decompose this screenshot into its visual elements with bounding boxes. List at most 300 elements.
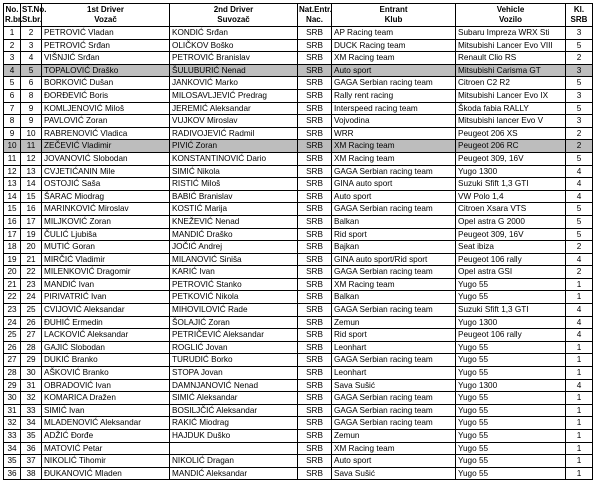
cell-no: 14 — [4, 190, 21, 203]
cell-class: 4 — [566, 304, 593, 317]
cell-entrant: DUCK Racing team — [332, 39, 456, 52]
cell-class: 3 — [566, 89, 593, 102]
cell-entrant: Leonhart — [332, 367, 456, 380]
table-row — [4, 165, 593, 178]
cell-class: 1 — [566, 354, 593, 367]
cell-entrant: GAGA Serbian racing team — [332, 304, 456, 317]
cell-first-driver: MANDIĆ Ivan — [42, 278, 170, 291]
cell-nationality: SRB — [298, 115, 332, 128]
cell-second-driver: HAJDUK Duško — [170, 430, 298, 443]
cell-class: 1 — [566, 455, 593, 468]
cell-first-driver: JOVANOVIĆ Slobodan — [42, 152, 170, 165]
cell-entrant: Balkan — [332, 291, 456, 304]
cell-vehicle: Peugeot 309, 16V — [456, 228, 566, 241]
cell-no: 32 — [4, 417, 21, 430]
cell-vehicle: Mitsubishi Carisma GT — [456, 64, 566, 77]
cell-vehicle: Yugo 55 — [456, 354, 566, 367]
cell-start-no: 12 — [21, 152, 42, 165]
cell-entrant: Rid sport — [332, 329, 456, 342]
cell-vehicle: Yugo 55 — [456, 392, 566, 405]
cell-second-driver: JOČIĆ Andrej — [170, 241, 298, 254]
cell-first-driver: TOPALOVIĆ Draško — [42, 64, 170, 77]
table-header-row — [4, 4, 593, 27]
cell-start-no: 34 — [21, 417, 42, 430]
cell-no: 10 — [4, 140, 21, 153]
cell-entrant: XM Racing team — [332, 278, 456, 291]
cell-nationality: SRB — [298, 152, 332, 165]
table-row — [4, 178, 593, 191]
cell-entrant: Zemun — [332, 316, 456, 329]
cell-no: 8 — [4, 115, 21, 128]
cell-no: 31 — [4, 404, 21, 417]
table-row — [4, 430, 593, 443]
cell-no: 26 — [4, 341, 21, 354]
cell-first-driver: ĐORĐEVIĆ Boris — [42, 89, 170, 102]
cell-class: 2 — [566, 266, 593, 279]
cell-vehicle: Citroen C2 R2 — [456, 77, 566, 90]
header-nationality: Nat.Entr. Nac. — [298, 4, 332, 27]
cell-entrant: GAGA Serbian racing team — [332, 77, 456, 90]
cell-class: 1 — [566, 467, 593, 480]
cell-nationality: SRB — [298, 64, 332, 77]
cell-first-driver: AŠKOVIĆ Branko — [42, 367, 170, 380]
cell-nationality: SRB — [298, 430, 332, 443]
cell-vehicle: Yugo 1300 — [456, 379, 566, 392]
table-row — [4, 241, 593, 254]
cell-class: 1 — [566, 404, 593, 417]
cell-first-driver: KOMARICA Dražen — [42, 392, 170, 405]
cell-class: 4 — [566, 329, 593, 342]
cell-no: 11 — [4, 152, 21, 165]
cell-first-driver: OSTOJIĆ Saša — [42, 178, 170, 191]
cell-entrant: Rid sport — [332, 228, 456, 241]
cell-vehicle: Yugo 55 — [456, 417, 566, 430]
cell-entrant: WRR — [332, 127, 456, 140]
cell-start-no: 4 — [21, 52, 42, 65]
cell-class: 1 — [566, 442, 593, 455]
cell-nationality: SRB — [298, 442, 332, 455]
cell-second-driver: RADIVOJEVIĆ Radmil — [170, 127, 298, 140]
cell-first-driver: OBRADOVIĆ Ivan — [42, 379, 170, 392]
cell-nationality: SRB — [298, 253, 332, 266]
cell-vehicle: Yugo 55 — [456, 291, 566, 304]
cell-second-driver: SIMIĆ Nikola — [170, 165, 298, 178]
cell-class: 5 — [566, 228, 593, 241]
table-row — [4, 215, 593, 228]
table-row — [4, 115, 593, 128]
cell-nationality: SRB — [298, 52, 332, 65]
header-first-driver: 1st Driver Vozač — [42, 4, 170, 27]
cell-entrant: Balkan — [332, 215, 456, 228]
cell-vehicle: Yugo 55 — [456, 341, 566, 354]
cell-second-driver: PETRIČEVIĆ Aleksandar — [170, 329, 298, 342]
cell-vehicle: Yugo 55 — [456, 404, 566, 417]
cell-nationality: SRB — [298, 102, 332, 115]
cell-nationality: SRB — [298, 341, 332, 354]
cell-nationality: SRB — [298, 278, 332, 291]
cell-first-driver: SIMIĆ Ivan — [42, 404, 170, 417]
cell-entrant: XM Racing team — [332, 442, 456, 455]
cell-second-driver: MANDIĆ Aleksandar — [170, 467, 298, 480]
cell-start-no: 30 — [21, 367, 42, 380]
cell-start-no: 5 — [21, 64, 42, 77]
cell-entrant: GAGA Serbian racing team — [332, 417, 456, 430]
cell-first-driver: LACKOVIĆ Aleksandar — [42, 329, 170, 342]
cell-nationality: SRB — [298, 379, 332, 392]
cell-vehicle: Yugo 55 — [456, 430, 566, 443]
cell-vehicle: Seat ibiza — [456, 241, 566, 254]
cell-no: 23 — [4, 304, 21, 317]
cell-entrant: Interspeed racing team — [332, 102, 456, 115]
cell-second-driver: RAKIĆ Miodrag — [170, 417, 298, 430]
cell-class: 5 — [566, 102, 593, 115]
cell-start-no: 9 — [21, 102, 42, 115]
cell-nationality: SRB — [298, 304, 332, 317]
cell-vehicle: Suzuki Sfift 1,3 GTI — [456, 178, 566, 191]
cell-class: 1 — [566, 430, 593, 443]
cell-entrant: Bajkan — [332, 241, 456, 254]
cell-vehicle: Opel astra G 2000 — [456, 215, 566, 228]
cell-nationality: SRB — [298, 27, 332, 40]
cell-class: 1 — [566, 367, 593, 380]
table-row — [4, 228, 593, 241]
cell-vehicle: Yugo 55 — [456, 467, 566, 480]
cell-first-driver: RABRENOVIĆ Vladica — [42, 127, 170, 140]
cell-class: 4 — [566, 253, 593, 266]
cell-entrant: AP Racing team — [332, 27, 456, 40]
cell-start-no: 28 — [21, 341, 42, 354]
cell-vehicle: Renault Clio RS — [456, 52, 566, 65]
cell-first-driver: MILENKOVIĆ Dragomir — [42, 266, 170, 279]
cell-second-driver: ŠULUBURIĆ Nenad — [170, 64, 298, 77]
cell-no: 1 — [4, 27, 21, 40]
cell-start-no: 9 — [21, 115, 42, 128]
cell-second-driver: KONDIĆ Srđan — [170, 27, 298, 40]
cell-no: 17 — [4, 228, 21, 241]
cell-class: 1 — [566, 392, 593, 405]
cell-class: 1 — [566, 417, 593, 430]
header-second-driver: 2nd Driver Suvozač — [170, 4, 298, 27]
cell-second-driver: JEREMIĆ Aleksandar — [170, 102, 298, 115]
cell-first-driver: PETROVIĆ Vladan — [42, 27, 170, 40]
cell-second-driver: TURUDIĆ Borko — [170, 354, 298, 367]
cell-nationality: SRB — [298, 417, 332, 430]
table-row — [4, 404, 593, 417]
table-row — [4, 140, 593, 153]
table-row — [4, 442, 593, 455]
cell-second-driver: DAMNJANOVIĆ Nenad — [170, 379, 298, 392]
cell-class: 5 — [566, 152, 593, 165]
table-row — [4, 27, 593, 40]
cell-no: 24 — [4, 316, 21, 329]
cell-first-driver: MATOVIĆ Petar — [42, 442, 170, 455]
table-row — [4, 367, 593, 380]
cell-second-driver: BOSILJČIĆ Aleksandar — [170, 404, 298, 417]
cell-no: 33 — [4, 430, 21, 443]
cell-second-driver: KNEŽEVIĆ Nenad — [170, 215, 298, 228]
cell-start-no: 11 — [21, 140, 42, 153]
cell-vehicle: Peugeot 106 rally — [456, 253, 566, 266]
cell-no: 12 — [4, 165, 21, 178]
cell-start-no: 13 — [21, 165, 42, 178]
cell-nationality: SRB — [298, 354, 332, 367]
cell-start-no: 8 — [21, 89, 42, 102]
cell-class: 1 — [566, 341, 593, 354]
table-row — [4, 341, 593, 354]
table-row — [4, 253, 593, 266]
cell-vehicle: Peugeot 206 XS — [456, 127, 566, 140]
cell-nationality: SRB — [298, 228, 332, 241]
cell-start-no: 29 — [21, 354, 42, 367]
cell-no: 9 — [4, 127, 21, 140]
cell-second-driver: JANKOVIĆ Marko — [170, 77, 298, 90]
cell-first-driver: PETROVIĆ Srđan — [42, 39, 170, 52]
cell-vehicle: Peugeot 309, 16V — [456, 152, 566, 165]
cell-class: 1 — [566, 278, 593, 291]
cell-entrant: Auto sport — [332, 64, 456, 77]
cell-start-no: 20 — [21, 241, 42, 254]
cell-entrant: Zemun — [332, 430, 456, 443]
cell-second-driver: STOPA Jovan — [170, 367, 298, 380]
cell-no: 7 — [4, 102, 21, 115]
cell-second-driver: PETKOVIĆ Nikola — [170, 291, 298, 304]
cell-first-driver: MILJKOVIĆ Zoran — [42, 215, 170, 228]
cell-first-driver: MLADENOVIĆ Aleksandar — [42, 417, 170, 430]
cell-first-driver: MIRČIĆ Vladimir — [42, 253, 170, 266]
cell-class: 5 — [566, 215, 593, 228]
cell-second-driver: PETROVIĆ Branislav — [170, 52, 298, 65]
cell-nationality: SRB — [298, 89, 332, 102]
table-row — [4, 417, 593, 430]
cell-no: 35 — [4, 455, 21, 468]
cell-start-no: 37 — [21, 455, 42, 468]
cell-start-no: 15 — [21, 190, 42, 203]
cell-nationality: SRB — [298, 127, 332, 140]
cell-start-no: 23 — [21, 278, 42, 291]
cell-vehicle: Mitsubishi Lancer Evo IX — [456, 89, 566, 102]
cell-nationality: SRB — [298, 241, 332, 254]
cell-no: 27 — [4, 354, 21, 367]
table-row — [4, 392, 593, 405]
cell-class: 4 — [566, 178, 593, 191]
cell-entrant: XM Racing team — [332, 152, 456, 165]
cell-start-no: 21 — [21, 253, 42, 266]
cell-entrant: GAGA Serbian racing team — [332, 266, 456, 279]
cell-second-driver: OLIČKOV Boško — [170, 39, 298, 52]
header-class: Kl. SRB — [566, 4, 593, 27]
header-start-no: ST.No. St.br. — [21, 4, 42, 27]
header-entrant: Entrant Klub — [332, 4, 456, 27]
cell-start-no: 25 — [21, 304, 42, 317]
cell-second-driver — [170, 442, 298, 455]
cell-first-driver: CVJETIĆANIN Mile — [42, 165, 170, 178]
cell-second-driver: PIVIĆ Zoran — [170, 140, 298, 153]
cell-start-no: 24 — [21, 291, 42, 304]
cell-no: 5 — [4, 77, 21, 90]
cell-no: 29 — [4, 379, 21, 392]
cell-nationality: SRB — [298, 291, 332, 304]
cell-no: 25 — [4, 329, 21, 342]
cell-start-no: 10 — [21, 127, 42, 140]
table-row — [4, 304, 593, 317]
cell-entrant: XM Racing team — [332, 140, 456, 153]
cell-first-driver: KOMLJENOVIĆ Miloš — [42, 102, 170, 115]
cell-entrant: Sava Sušić — [332, 379, 456, 392]
cell-no: 21 — [4, 278, 21, 291]
cell-start-no: 6 — [21, 77, 42, 90]
cell-nationality: SRB — [298, 77, 332, 90]
cell-vehicle: Peugeot 206 RC — [456, 140, 566, 153]
cell-second-driver: SIMIĆ Aleksandar — [170, 392, 298, 405]
cell-start-no: 32 — [21, 392, 42, 405]
cell-vehicle: Yugo 1300 — [456, 316, 566, 329]
cell-nationality: SRB — [298, 203, 332, 216]
cell-start-no: 3 — [21, 39, 42, 52]
cell-first-driver: ĐUKANOVIĆ Mladen — [42, 467, 170, 480]
cell-first-driver: PIRIVATRIĆ Ivan — [42, 291, 170, 304]
cell-start-no: 16 — [21, 203, 42, 216]
table-row — [4, 89, 593, 102]
cell-vehicle: Yugo 55 — [456, 278, 566, 291]
cell-no: 3 — [4, 52, 21, 65]
cell-start-no: 27 — [21, 329, 42, 342]
table-row — [4, 329, 593, 342]
cell-entrant: GAGA Serbian racing team — [332, 165, 456, 178]
cell-first-driver: ZEČEVIĆ Vladimir — [42, 140, 170, 153]
header-vehicle: Vehicle Vozilo — [456, 4, 566, 27]
cell-vehicle: Suzuki Sfift 1,3 GTI — [456, 304, 566, 317]
cell-no: 36 — [4, 467, 21, 480]
cell-first-driver: NIKOLIĆ Tihomir — [42, 455, 170, 468]
cell-vehicle: Yugo 1300 — [456, 165, 566, 178]
cell-nationality: SRB — [298, 404, 332, 417]
cell-entrant: GINA auto sport — [332, 178, 456, 191]
cell-entrant: GAGA Serbian racing team — [332, 392, 456, 405]
table-row — [4, 203, 593, 216]
cell-first-driver: ĐUHIĆ Ermedin — [42, 316, 170, 329]
cell-start-no: 14 — [21, 178, 42, 191]
cell-entrant: GAGA Serbian racing team — [332, 203, 456, 216]
table-row — [4, 278, 593, 291]
cell-class: 4 — [566, 165, 593, 178]
cell-no: 2 — [4, 39, 21, 52]
cell-start-no: 35 — [21, 430, 42, 443]
cell-nationality: SRB — [298, 467, 332, 480]
cell-second-driver: MILOSAVLJEVIĆ Predrag — [170, 89, 298, 102]
cell-entrant: Leonhart — [332, 341, 456, 354]
cell-second-driver: RISTIĆ Miloš — [170, 178, 298, 191]
cell-vehicle: Škoda fabia RALLY — [456, 102, 566, 115]
table-row — [4, 266, 593, 279]
cell-entrant: Rally rent racing — [332, 89, 456, 102]
cell-class: 3 — [566, 64, 593, 77]
cell-first-driver: GAJIĆ Slobodan — [42, 341, 170, 354]
cell-second-driver: MILANOVIĆ Siniša — [170, 253, 298, 266]
cell-second-driver: MIHOVILOVIĆ Rade — [170, 304, 298, 317]
cell-no: 34 — [4, 442, 21, 455]
cell-first-driver: ŠARAC Miodrag — [42, 190, 170, 203]
table-row — [4, 316, 593, 329]
cell-nationality: SRB — [298, 165, 332, 178]
cell-start-no: 17 — [21, 215, 42, 228]
cell-second-driver: KONSTANTINOVIĆ Dario — [170, 152, 298, 165]
cell-nationality: SRB — [298, 329, 332, 342]
cell-class: 3 — [566, 115, 593, 128]
cell-no: 4 — [4, 64, 21, 77]
cell-class: 3 — [566, 27, 593, 40]
cell-no: 28 — [4, 367, 21, 380]
table-row — [4, 77, 593, 90]
cell-first-driver: ADŽIĆ Đorđe — [42, 430, 170, 443]
cell-second-driver: PETROVIĆ Stanko — [170, 278, 298, 291]
header-no: No. R.br. — [4, 4, 21, 27]
cell-start-no: 26 — [21, 316, 42, 329]
cell-class: 5 — [566, 39, 593, 52]
table-row — [4, 467, 593, 480]
cell-second-driver: KOSTIĆ Marija — [170, 203, 298, 216]
cell-entrant: GAGA Serbian racing team — [332, 354, 456, 367]
cell-start-no: 19 — [21, 228, 42, 241]
cell-first-driver: PAVLOVIĆ Zoran — [42, 115, 170, 128]
cell-vehicle: Mitsubishi lancer Evo V — [456, 115, 566, 128]
cell-start-no: 38 — [21, 467, 42, 480]
table-row — [4, 455, 593, 468]
table-row — [4, 39, 593, 52]
table-row — [4, 152, 593, 165]
cell-first-driver: VIŠNJIĆ Srđan — [42, 52, 170, 65]
cell-second-driver: BABIĆ Branislav — [170, 190, 298, 203]
cell-entrant: Sava Sušić — [332, 467, 456, 480]
cell-class: 5 — [566, 77, 593, 90]
entry-list-table — [3, 3, 593, 480]
cell-nationality: SRB — [298, 367, 332, 380]
cell-entrant: XM Racing team — [332, 52, 456, 65]
cell-first-driver: MUTIĆ Goran — [42, 241, 170, 254]
cell-nationality: SRB — [298, 39, 332, 52]
cell-class: 4 — [566, 190, 593, 203]
cell-second-driver: ŠOLAJIĆ Zoran — [170, 316, 298, 329]
cell-entrant: GAGA Serbian racing team — [332, 404, 456, 417]
cell-class: 2 — [566, 241, 593, 254]
cell-vehicle: Yugo 55 — [456, 442, 566, 455]
table-row — [4, 190, 593, 203]
cell-first-driver: ČULIĆ Ljubiša — [42, 228, 170, 241]
table-row — [4, 127, 593, 140]
cell-no: 6 — [4, 89, 21, 102]
cell-second-driver: KARIĆ Ivan — [170, 266, 298, 279]
cell-class: 1 — [566, 291, 593, 304]
cell-no: 19 — [4, 253, 21, 266]
cell-no: 20 — [4, 266, 21, 279]
cell-start-no: 31 — [21, 379, 42, 392]
cell-vehicle: Opel astra GSI — [456, 266, 566, 279]
cell-start-no: 33 — [21, 404, 42, 417]
cell-vehicle: Peugeot 106 rally — [456, 329, 566, 342]
cell-no: 16 — [4, 215, 21, 228]
cell-entrant: Auto sport — [332, 455, 456, 468]
cell-second-driver: MANDIĆ Draško — [170, 228, 298, 241]
cell-nationality: SRB — [298, 178, 332, 191]
cell-first-driver: MARINKOVIĆ Miroslav — [42, 203, 170, 216]
cell-start-no: 2 — [21, 27, 42, 40]
table-row — [4, 379, 593, 392]
cell-class: 2 — [566, 140, 593, 153]
cell-start-no: 36 — [21, 442, 42, 455]
cell-vehicle: Yugo 55 — [456, 455, 566, 468]
cell-vehicle: Citroen Xsara VTS — [456, 203, 566, 216]
cell-start-no: 22 — [21, 266, 42, 279]
cell-nationality: SRB — [298, 392, 332, 405]
